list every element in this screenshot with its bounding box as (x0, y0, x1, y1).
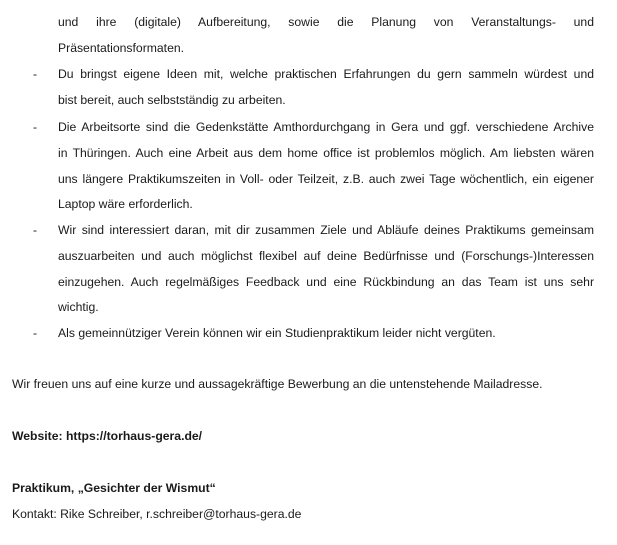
bullet-marker: - (33, 326, 38, 340)
section-title: Praktikum, „Gesichter der Wismut“ (12, 481, 216, 495)
closing-paragraph: Wir freuen uns auf eine kurze und aussagekräftige Bewerbung an die untenstehende Mailadresse. (12, 377, 543, 391)
bullet-1-line-1: Du bringst eigene Ideen mit, welche praktischen Erfahrungen du gern sammeln würdest und (58, 67, 594, 81)
bullet-1-line-2: bist bereit, auch selbstständig zu arbeiten. (58, 93, 286, 107)
bullet-2-line-4: Laptop wäre erforderlich. (58, 197, 193, 211)
bullet-4-line-1: Als gemeinnütziger Verein können wir ein Studienpraktikum leider nicht vergüten. (58, 326, 496, 340)
contact-line: Kontakt: Rike Schreiber, r.schreiber@torhaus-gera.de (12, 507, 302, 521)
bullet-marker: - (33, 120, 38, 134)
bullet-2-line-1: Die Arbeitsorte sind die Gedenkstätte Amthordurchgang in Gera und ggf. verschiedene Archive (58, 120, 594, 134)
intro-line-1: und ihre (digitale) Aufbereitung, sowie die Planung von Veranstaltungs- und (58, 15, 594, 29)
website-link[interactable]: https://torhaus-gera.de/ (65, 429, 203, 443)
website-line (12, 428, 202, 444)
bullet-marker: - (33, 223, 38, 237)
bullet-3-line-2: auszuarbeiten und auch möglichst flexibel auf deine Bedürfnisse und (Forschungs-)Interessen (58, 249, 594, 263)
bullet-3-line-4: wichtig. (58, 300, 99, 314)
bullet-3-line-3: einzugehen. Auch regelmäßiges Feedback und eine Rückbindung an das Team ist uns sehr (58, 275, 594, 289)
bullet-3-line-1: Wir sind interessiert daran, mit dir zusammen Ziele und Abläufe deines Praktikums gemeinsam (58, 223, 594, 237)
intro-line-2: Präsentationsformaten. (58, 41, 185, 55)
bullet-marker: - (33, 67, 38, 81)
bullet-2-line-2: in Thüringen. Auch eine Arbeit aus dem home office ist problemlos möglich. Am liebsten wären (58, 146, 594, 160)
bullet-2-line-3: uns längere Praktikumszeiten in Voll- oder Teilzeit, z.B. auch zwei Tage wöchentlich, ein eigener (58, 172, 594, 186)
website-label: Website: (12, 429, 63, 443)
